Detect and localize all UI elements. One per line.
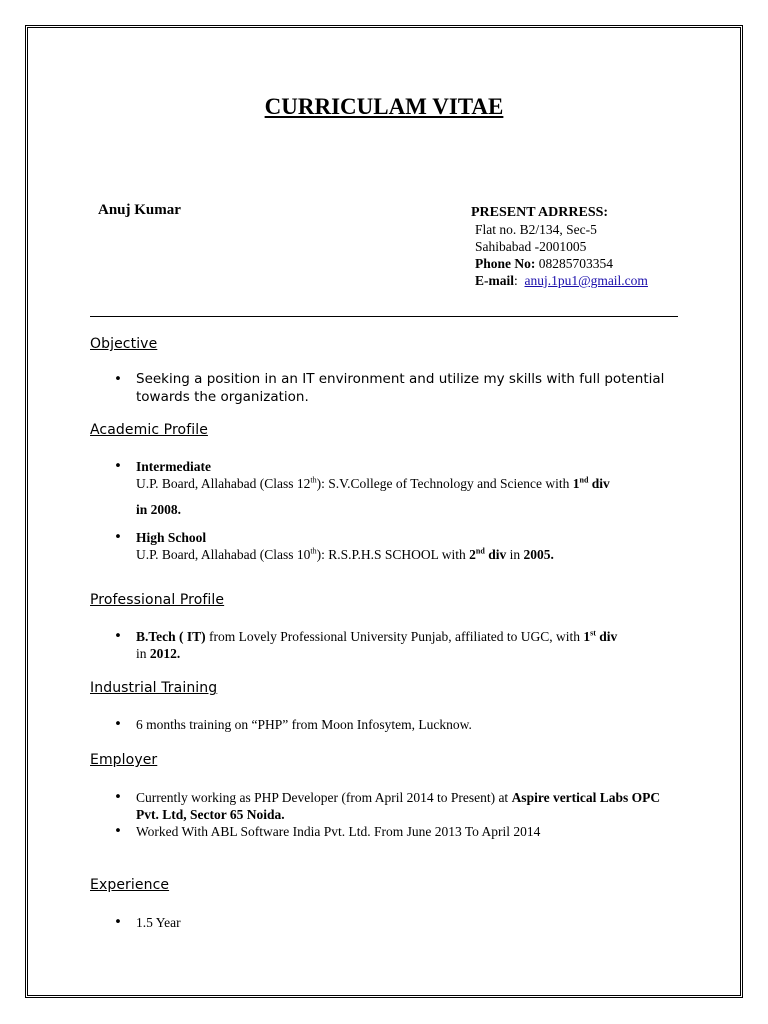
division-word: div bbox=[484, 547, 507, 562]
candidate-name: Anuj Kumar bbox=[98, 202, 181, 218]
list-item-previous-employer: • Worked With ABL Software India Pvt. Ltd. From June 2013 To April 2014 bbox=[90, 823, 670, 840]
employer-text: Currently working as PHP Developer (from April 2014 to Present) at bbox=[136, 790, 512, 805]
list-item: • 1.5 Year bbox=[90, 914, 690, 931]
professional-list bbox=[90, 628, 690, 662]
intermediate-year: in 2008. bbox=[136, 502, 182, 517]
division-word: div bbox=[595, 629, 618, 644]
intermediate-text: U.P. Board, Allahabad (Class 12 bbox=[136, 476, 311, 491]
address-block bbox=[471, 204, 648, 289]
header-divider bbox=[90, 316, 678, 317]
high-school-text: U.P. Board, Allahabad (Class 10 bbox=[136, 547, 311, 562]
degree-text-b: in bbox=[136, 646, 150, 661]
objective-list bbox=[90, 370, 670, 406]
address-heading: PRESENT ADRRESS: bbox=[471, 205, 609, 220]
list-item-high-school bbox=[90, 529, 690, 563]
training-list bbox=[90, 716, 690, 733]
high-school-text-c: in bbox=[506, 547, 524, 562]
list-item: • 6 months training on “PHP” from Moon Infosytem, Lucknow. bbox=[90, 716, 690, 733]
degree-title: B.Tech ( IT) bbox=[136, 629, 206, 644]
employer-company: Aspire vertical Labs OPC Pvt. Ltd, Sector 65 Noida. bbox=[136, 790, 661, 822]
phone-label: Phone No: bbox=[475, 256, 536, 271]
section-heading-experience: Experience bbox=[90, 877, 170, 893]
superscript: nd bbox=[579, 475, 589, 485]
academic-list bbox=[90, 458, 690, 563]
email-label: E-mail bbox=[475, 273, 514, 288]
section-heading-academic: Academic Profile bbox=[90, 422, 208, 438]
degree-text: from Lovely Professional University Punjab, affiliated to UGC, with bbox=[205, 629, 584, 644]
phone-number: 08285703354 bbox=[538, 256, 613, 271]
list-item-current-employer bbox=[90, 789, 670, 823]
high-school-year: 2005. bbox=[523, 547, 554, 562]
superscript: th bbox=[310, 475, 317, 485]
experience-list bbox=[90, 914, 690, 931]
high-school-title: High School bbox=[136, 530, 207, 545]
superscript: nd bbox=[475, 546, 485, 556]
address-line-2: Sahibabad -2001005 bbox=[475, 239, 587, 254]
phone-row bbox=[471, 255, 648, 272]
list-item: • Seeking a position in an IT environment and utilize my skills with full potential towards the organization. bbox=[90, 370, 670, 406]
division-word: div bbox=[588, 476, 610, 491]
intermediate-text-b: ): S.V.College of Technology and Science with bbox=[316, 476, 573, 491]
division-number: 1 bbox=[572, 476, 580, 491]
high-school-text-b: ): R.S.P.H.S SCHOOL with bbox=[316, 547, 470, 562]
division-number: 2 bbox=[469, 547, 476, 562]
division-number: 1 bbox=[583, 629, 591, 644]
email-link[interactable]: anuj.1pu1@gmail.com bbox=[524, 273, 648, 288]
degree-year: 2012. bbox=[149, 646, 181, 661]
list-item-btech bbox=[90, 628, 690, 662]
document-title: CURRICULAM VITAE bbox=[264, 94, 504, 119]
employer-list bbox=[90, 789, 670, 840]
address-line-1: Flat no. B2/134, Sec-5 bbox=[475, 222, 597, 237]
section-heading-employer: Employer bbox=[90, 752, 158, 768]
list-item-intermediate bbox=[90, 458, 690, 518]
intermediate-title: Intermediate bbox=[136, 459, 211, 474]
section-heading-professional: Professional Profile bbox=[90, 592, 225, 608]
superscript: st bbox=[590, 628, 596, 638]
section-heading-training: Industrial Training bbox=[90, 680, 218, 696]
section-heading-objective: Objective bbox=[90, 336, 158, 352]
email-row: E-mail: anuj.1pu1@gmail.com bbox=[475, 273, 648, 288]
superscript: th bbox=[310, 546, 317, 556]
